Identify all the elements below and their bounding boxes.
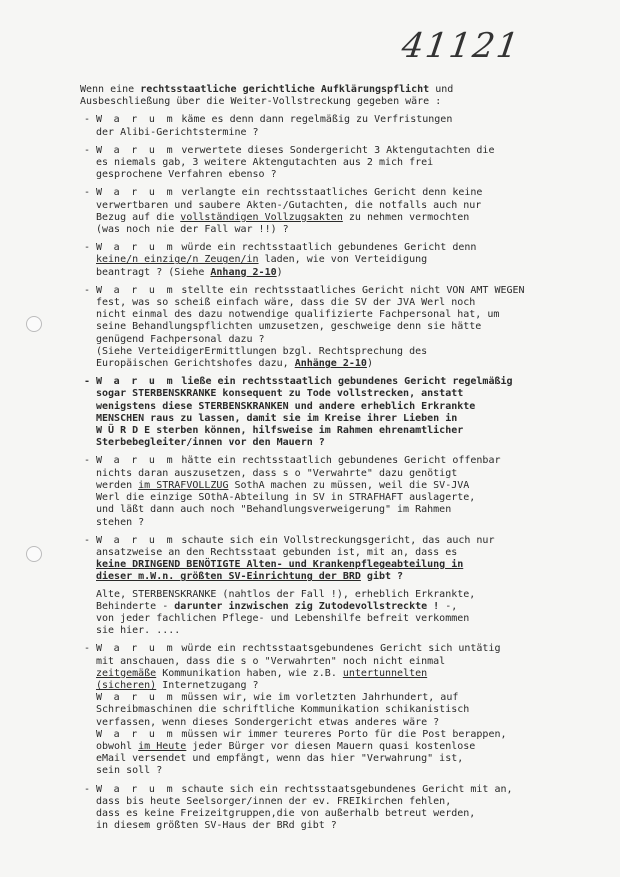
question-item: - W a r u m würde ein rechtsstaatlich gebundenes Gericht denn keine/n einzige/n Zeugen/in laden, wie von Verteidigung beantragt ? (Siehe Anhang 2-10) — [84, 242, 477, 278]
emphasis-text: rechtsstaatliche gerichtliche Aufklärungspflicht — [140, 84, 430, 95]
emphasis-text: darunter inzwischen zig Zutodevollstreckte ! — [174, 600, 440, 612]
underlined-text: zeitgemäße — [96, 667, 157, 679]
intro-paragraph — [80, 84, 600, 108]
underlined-text: keine/n einzige/n Zeugen/in — [96, 254, 259, 266]
warum-keyword: W a r u m — [96, 242, 176, 254]
warum-keyword: W a r u m — [96, 376, 176, 388]
underlined-text: vollständigen Vollzugsakten — [180, 211, 343, 223]
punch-hole-top — [26, 316, 42, 332]
bullet-dash: - — [84, 144, 91, 156]
bullet-dash: - — [84, 242, 91, 254]
punch-hole-bottom — [26, 546, 42, 562]
warum-keyword: W a r u m — [96, 643, 176, 655]
warum-keyword: W a r u m — [96, 783, 176, 795]
question-item: - W a r u m stellte ein rechtsstaatliches Gericht nicht VON AMT WEGEN fest, was so scheiß einfach wäre, dass die SV der JVA Werl noch nicht einmal des dazu notwendige qualifizierte Fachpersonal hat, um seine Behandlungspflichten umzusetzen, geschweige denn sie hätte genügend Fachpersonal dazu ? (Siehe VerteidigerErmittlungen bzgl. Rechtsprechung des Europäischen Gerichtshofes dazu, Anhänge 2-10) — [84, 284, 525, 370]
question-item: - W a r u m hätte ein rechtsstaatlich gebundenes Gericht offenbar nichts daran auszusetzen, dass s o "Verwahrte" dazu genötigt werden im STRAFVOLLZUG SothA machen zu müssen, weil die SV-JVA Werl die einzige SOthA-Abteilung in SV in STRAFHAFT auslagerte, und läßt dann auch noch "Behandlungsverweigerung" im Rahmen stehen ? — [84, 455, 501, 528]
underlined-text: dieser m.W.n. größten SV-Einrichtung der BRD — [96, 571, 361, 583]
bullet-dash: - — [84, 643, 91, 655]
handwritten-page-number: 41121 — [399, 26, 523, 66]
underlined-text: im Heute — [138, 740, 187, 752]
intro-line: Ausbeschließung über die Weiter-Vollstreckung gegeben wäre : — [80, 96, 442, 108]
bullet-dash: - — [84, 783, 91, 795]
document-body — [80, 84, 600, 838]
bullet-dash: - — [84, 455, 91, 467]
question-item: - W a r u m schaute sich ein Vollstreckungsgericht, das auch nur ansatzweise an den Rechtsstaat gebunden ist, mit an, dass es keine DRINGEND BENÖTIGTE Alten- und Krankenpflegeabteilung in dieser m.W.n. größten SV-Einrichtung der BRD gibt ? Alte, STERBENSKRANKE (nahtlos der Fall !), erheblich Erkrankte, Behinderte - darunter inzwischen zig Zutodevollstreckte ! -, von jeder fachlichen Pflege- und Lebenshilfe befreit verkommen sie hier. .... — [80, 535, 600, 638]
question-item: - W a r u m verlangte ein rechtsstaatliches Gericht denn keine verwertbaren und saubere Akten-/Gutachten, die notfalls auch nur Bezug auf die vollständigen Vollzugsakten zu nehmen vermochten (was noch nie der Fall war !!) ? — [84, 187, 483, 236]
question-item-bold: - W a r u m ließe ein rechtsstaatlich gebundenes Gericht regelmäßig sogar STERBENSKRANKE konsequent zu Tode vollstrecken, anstatt wenigstens diese STERBENSKRANKEN und andere erheblich Erkrankte MENSCHEN raus zu lassen, damit sie im Kreise ihrer Lieben in W Ü R D E sterben können, hilfsweise im Rahmen ehrenamtlicher Sterbebegleiter/innen vor den Mauern ? — [84, 376, 513, 449]
intro-line: Wenn eine rechtsstaatliche gerichtliche Aufklärungspflicht und — [80, 84, 454, 95]
bullet-dash: - — [84, 114, 91, 126]
question-item: - W a r u m schaute sich ein rechtsstaatsgebundenes Gericht mit an, dass bis heute Seelsorger/innen der ev. FREIkirchen fehlen, dass es keine Freizeitgruppen,die von außerhalb betreut werden, in diesem größten SV-Haus der BRd gibt ? — [84, 783, 513, 832]
question-item: - W a r u m käme es denn dann regelmäßig zu Verfristungen der Alibi-Gerichtstermine ? — [84, 114, 453, 138]
underlined-text: untertunnelten — [342, 667, 428, 679]
underlined-text: im STRAFVOLLZUG — [138, 479, 229, 491]
item-followup-paragraph: Alte, STERBENSKRANKE (nahtlos der Fall !), erheblich Erkrankte, Behinderte - darunter inzwischen zig Zutodevollstreckte ! -, von jeder fachlichen Pflege- und Lebenshilfe befreit verkommen sie hier. .... — [96, 588, 476, 637]
wuerde-spaced: W Ü R D E — [96, 425, 151, 437]
warum-keyword: W a r u m — [96, 187, 176, 199]
underlined-text: (sicheren) — [96, 679, 157, 691]
warum-keyword: W a r u m — [96, 728, 176, 740]
warum-keyword: W a r u m — [96, 455, 176, 467]
warum-keyword: W a r u m — [96, 144, 176, 156]
bullet-dash: - — [84, 187, 91, 199]
question-item: - W a r u m würde ein rechtsstaatsgebundenes Gericht sich untätig mit anschauen, dass die s o "Verwahrten" noch nicht einmal zeitgemäße Kommunikation haben, wie z.B. untertunnelten (sicheren) Internetzugang ? W a r u m müssen wir, wie im vorletzten Jahrhundert, auf Schreibmaschinen die schriftliche Kommunikation schikanistisch verfassen, wenn dieses Sondergericht etwas anderes wäre ? W a r u m müssen wir immer teureres Porto für die Post berappen, obwohl im Heute jeder Bürger vor diesen Mauern quasi kostenlose eMail versendet und empfängt, wenn das hier "Verwahrung" ist, sein soll ? — [84, 643, 507, 777]
annex-reference: Anhang 2-10 — [210, 266, 277, 278]
underlined-bold-line: keine DRINGEND BENÖTIGTE Alten- und Krankenpflegeabteilung in — [96, 559, 464, 571]
warum-keyword: W a r u m — [96, 284, 176, 296]
warum-keyword: W a r u m — [96, 114, 176, 126]
question-item: - W a r u m verwertete dieses Sondergericht 3 Aktengutachten die es niemals gab, 3 weitere Aktengutachten aus 2 mich frei gesprochene Verfahren ebenso ? — [84, 144, 495, 181]
bullet-dash: - — [84, 376, 91, 388]
warum-keyword: W a r u m — [96, 692, 176, 704]
bullet-dash: - — [84, 534, 91, 546]
annex-reference: Anhänge 2-10 — [294, 358, 367, 370]
warum-keyword: W a r u m — [96, 534, 176, 546]
bullet-dash: - — [84, 284, 91, 296]
